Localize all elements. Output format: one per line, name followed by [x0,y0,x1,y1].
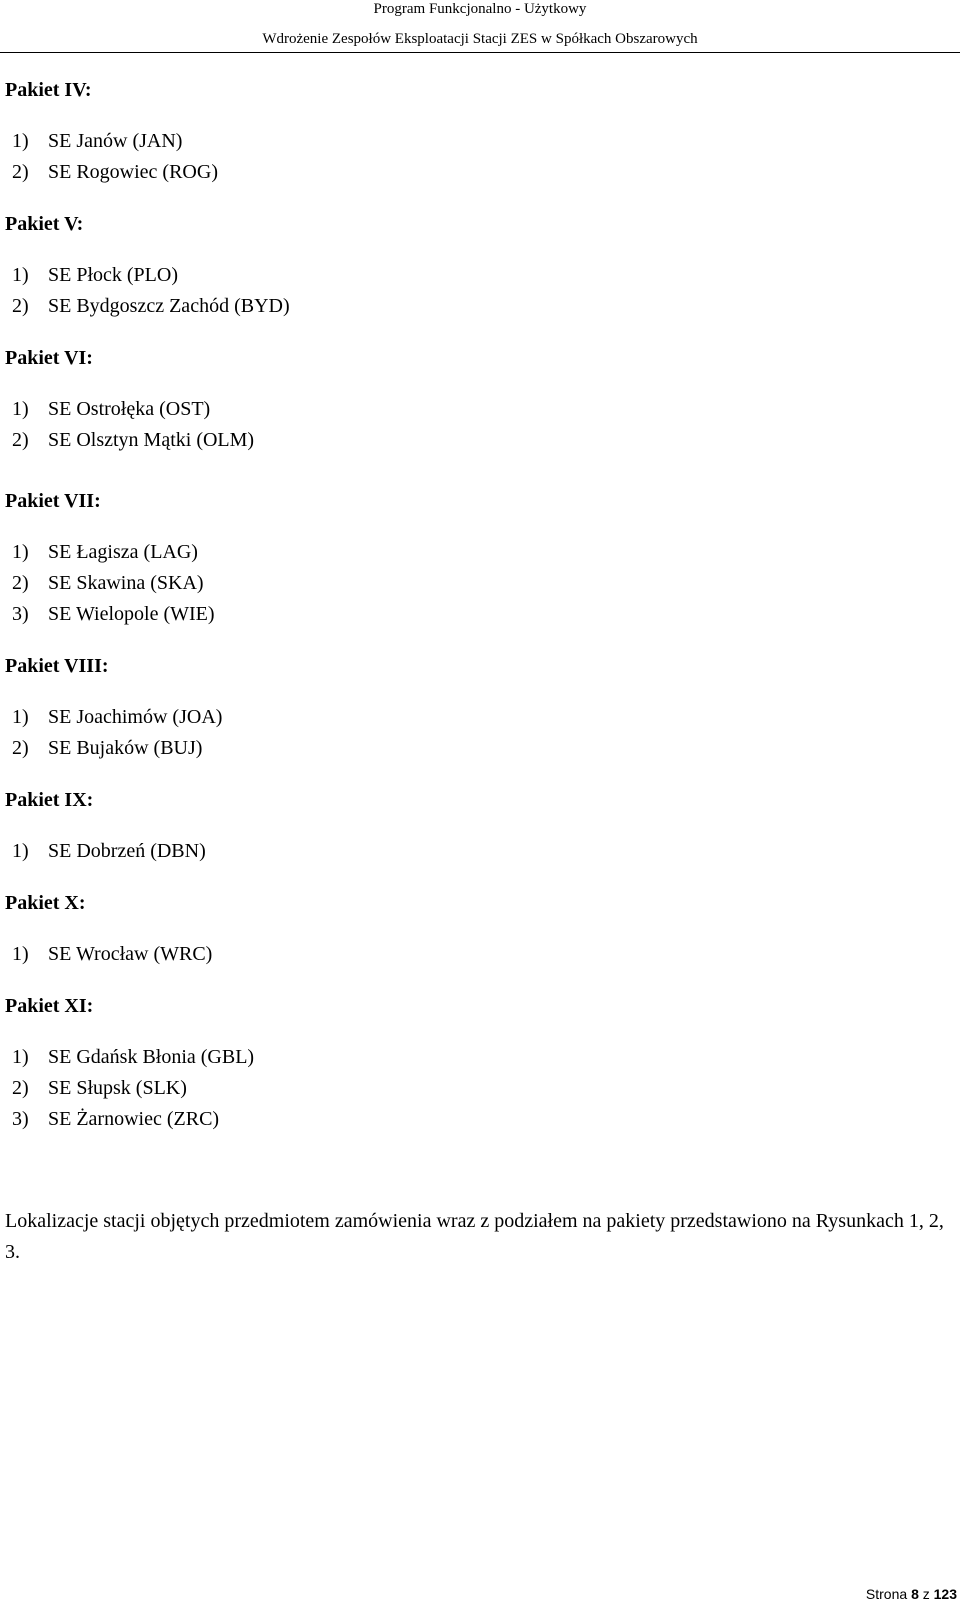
list-item [12,540,198,564]
list-item [12,705,222,729]
list-item-number: 2) [12,161,29,183]
page-number-prefix: Strona [865,1586,908,1602]
list-item-text: SE Słupsk (SLK) [48,1077,187,1099]
list-item-text: SE Płock (PLO) [48,264,178,286]
list-item [12,1076,187,1100]
list-item-number: 1) [12,541,29,563]
package-title: Pakiet VII: [5,490,101,512]
page-number-current: 8 [911,1586,919,1602]
package-title: Pakiet IV: [5,79,92,101]
list-item-text: SE Wrocław (WRC) [48,943,213,965]
list-item [12,160,218,184]
page-number-total: 123 [933,1586,957,1602]
list-item-text: SE Janów (JAN) [48,130,183,152]
package-title: Pakiet VIII: [5,655,109,677]
list-item [12,736,202,760]
list-item-text: SE Bydgoszcz Zachód (BYD) [48,295,290,317]
list-item-text: SE Gdańsk Błonia (GBL) [48,1046,255,1068]
body-paragraph: Lokalizacje stacji objętych przedmiotem zamówienia wraz z podziałem na pakiety przedstawiono na Rysunkach 1, 2, 3. [5,1210,944,1263]
list-item [12,294,290,318]
list-item-number: 1) [12,130,29,152]
list-item [12,428,254,452]
page-number [845,1587,957,1601]
package-title: Pakiet IX: [5,789,94,811]
list-item-number: 3) [12,603,29,625]
list-item-text: SE Ostrołęka (OST) [48,398,211,420]
list-item-text: SE Olsztyn Mątki (OLM) [48,429,255,451]
list-item-number: 3) [12,1108,29,1130]
list-item [12,942,212,966]
list-item [12,397,210,421]
header-program-title: Program Funkcjonalno - Użytkowy [373,1,587,17]
package-title: Pakiet V: [5,213,84,235]
list-item-number: 1) [12,840,29,862]
list-item-number: 2) [12,429,29,451]
list-item-text: SE Dobrzeń (DBN) [48,840,206,862]
list-item-number: 2) [12,572,29,594]
list-item-text: SE Łagisza (LAG) [48,541,198,563]
list-item-number: 2) [12,737,29,759]
list-item-text: SE Bujaków (BUJ) [48,737,203,759]
list-item-text: SE Żarnowiec (ZRC) [48,1108,220,1130]
page-header [0,0,960,53]
list-item-text: SE Skawina (SKA) [48,572,204,594]
list-item-text: SE Joachimów (JOA) [48,706,223,728]
list-item-number: 1) [12,398,29,420]
header-project-title: Wdrożenie Zespołów Eksploatacji Stacji ZES w Spółkach Obszarowych [262,31,698,47]
list-item [12,839,206,863]
package-title: Pakiet X: [5,892,86,914]
list-item [12,129,182,153]
list-item [12,1107,219,1131]
page-number-separator: z [922,1586,930,1602]
package-title: Pakiet VI: [5,347,93,369]
list-item [12,263,178,287]
list-item-text: SE Wielopole (WIE) [48,603,215,625]
list-item [12,602,215,626]
list-item-number: 1) [12,264,29,286]
list-item-number: 2) [12,295,29,317]
list-item-number: 1) [12,943,29,965]
list-item-number: 2) [12,1077,29,1099]
list-item-number: 1) [12,706,29,728]
list-item-number: 1) [12,1046,29,1068]
package-title: Pakiet XI: [5,995,94,1017]
list-item [12,571,204,595]
list-item [12,1045,254,1069]
list-item-text: SE Rogowiec (ROG) [48,161,218,183]
